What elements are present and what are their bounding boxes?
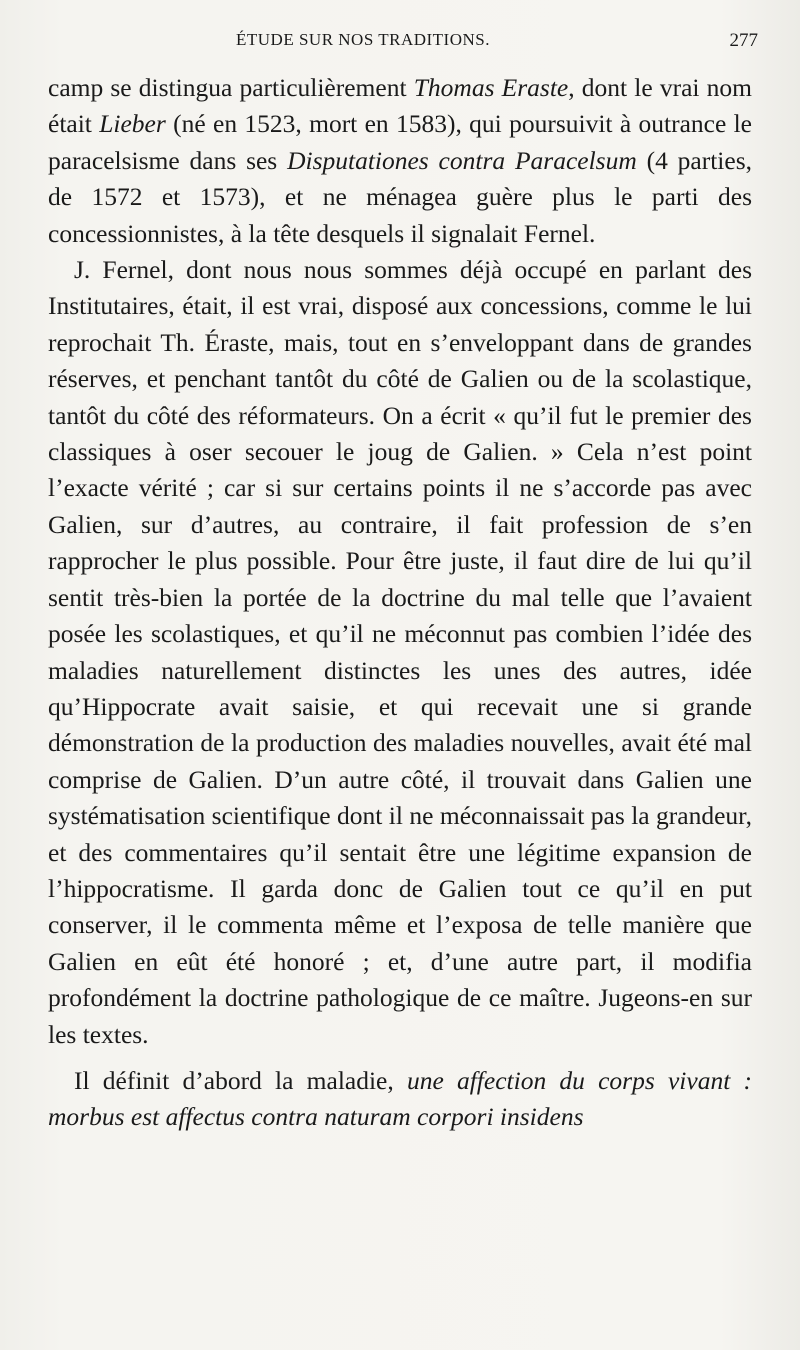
- paragraph: [48, 1063, 752, 1136]
- running-head: ÉTUDE SUR NOS TRADITIONS.: [236, 30, 490, 49]
- text-run: (4 parties, de 1572 et 1573), et ne ménagea guère plus le parti des concessionnistes, à la tête desquels il signalait Fernel.: [48, 145, 752, 248]
- page-number: 277: [729, 30, 758, 51]
- paragraph: [48, 70, 752, 252]
- page-header: [46, 30, 758, 58]
- paragraph: [48, 252, 752, 1053]
- italic-run: une affection du corps vivant : morbus est affectus contra naturam corpori insidens: [48, 1065, 752, 1132]
- text-run: J. Fernel, dont nous nous sommes déjà occupé en parlant des Institutaires, était, il est vrai, disposé aux concessions, comme le lui reprochait Th. Éraste, mais, tout en s’enveloppant dans de grandes réserves, et penchant tantôt du côté de Galien ou de la scolastique, tantôt du côté des réformateurs. On a écrit « qu’il fut le premier des classiques à oser secouer le joug de Galien. » Cela n’est point l’exacte vérité ; car si sur certains points il ne s’accorde pas avec Galien, sur d’autres, au contraire, il fait profession de s’en rapprocher le plus possible. Pour être juste, il faut dire de lui qu’il sentit très-bien la portée de la doctrine du mal telle que l’avaient posée les scolastiques, et qu’il ne méconnut pas combien l’idée des maladies naturellement distinctes les unes des autres, idée qu’Hippocrate avait saisie, et qui recevait une si grande démonstration de la production des maladies nouvelles, avait été mal comprise de Galien. D’un autre côté, il trouvait dans Galien une systématisation scientifique dont il ne méconnaissait pas la grandeur, et des commentaires qu’il sentait être une légitime expansion de l’hippocratisme. Il garda donc de Galien tout ce qu’il en put conserver, il le commenta même et l’exposa de telle manière que Galien en eût été honoré ; et, d’une autre part, il modifia profondément la doctrine pathologique de ce maître. Jugeons-en sur les textes.: [48, 255, 752, 1049]
- italic-run: Thomas Eraste: [413, 73, 569, 102]
- text-run: , dont le vrai nom était: [48, 73, 752, 139]
- italic-run: Lieber: [99, 109, 166, 139]
- italic-run: Disputationes contra Paracelsum: [287, 145, 637, 175]
- text-run: Il définit d’abord la maladie,: [74, 1065, 407, 1095]
- body-text: [48, 70, 752, 1136]
- text-run: camp se distingua particulièrement: [48, 73, 414, 102]
- text-run: (né en 1523, mort en 1583), qui poursuivit à outrance le paracelsisme dans ses: [48, 109, 752, 175]
